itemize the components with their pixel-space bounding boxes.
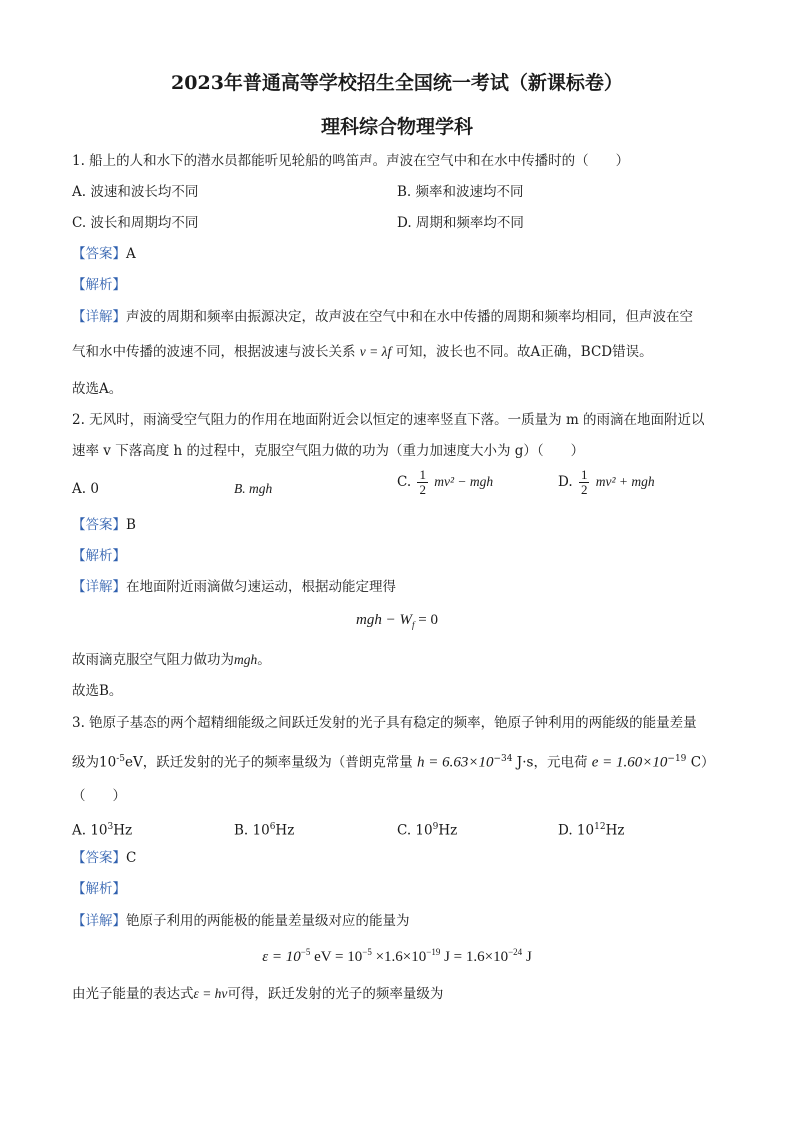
- answer-value: B: [126, 517, 136, 533]
- half-fraction: $\frac{1}{2}$: [580, 467, 588, 497]
- q2-option-d: [558, 468, 655, 497]
- answer-value: A: [126, 246, 136, 262]
- equation-rhs: = 0: [414, 612, 438, 628]
- q1-option-c: C. 波长和周期均不同: [72, 215, 199, 231]
- detail-text: 气和水中传播的波速不同，根据波速与波长关系: [72, 344, 356, 360]
- q1-conclusion: 故选A。: [72, 381, 123, 397]
- planck-constant: h = 6.63×10: [417, 754, 494, 771]
- answer-tag: 【答案】: [72, 517, 126, 533]
- q2-conclusion: 故选B。: [72, 683, 123, 699]
- q2-option-c: [397, 468, 493, 497]
- q3-analysis-tag: 【解析】: [72, 881, 126, 897]
- exponent: −5: [362, 947, 372, 957]
- q2-detail-2: [72, 651, 271, 669]
- q2-answer: [72, 516, 136, 534]
- exponent: -5: [116, 754, 125, 764]
- unit: C: [686, 754, 702, 771]
- option-label: D.: [558, 474, 573, 490]
- equation-part: J: [522, 949, 532, 965]
- q2-stem-2: 速率 v 下落高度 h 的过程中，克服空气阻力做的功为（重力加速度大小为 g）（ ）: [72, 443, 585, 459]
- page-title: 2023年普通高等学校招生全国统一考试（新课标卷）: [171, 72, 623, 94]
- unit: Hz: [438, 822, 458, 839]
- detail-tag: 【详解】: [72, 913, 126, 929]
- equation-part: ×1.6×10: [371, 949, 427, 965]
- detail-tag: 【详解】: [72, 309, 126, 325]
- q2-option-b: B. mgh: [234, 481, 273, 496]
- option-label: D. 10: [558, 822, 595, 839]
- detail-text: 故雨滴克服空气阻力做功为: [72, 652, 234, 668]
- detail-text: 铯原子利用的两能极的能量差量级对应的能量为: [126, 913, 410, 929]
- q3-detail-1: [72, 912, 410, 930]
- unit: J·s: [512, 754, 534, 771]
- answer-value: C: [126, 850, 137, 866]
- option-expression: mv² + mgh: [595, 474, 655, 489]
- exponent: −24: [508, 947, 523, 957]
- exponent: 12: [594, 822, 606, 832]
- option-expression: mv² − mgh: [434, 474, 494, 489]
- exponent: −19: [667, 754, 687, 764]
- q3-stem-2: [72, 750, 715, 772]
- exponent: 3: [107, 822, 114, 832]
- detail-text: 可知，波长也不同。故A正确，BCD错误。: [395, 344, 653, 360]
- q3-option-b: [234, 818, 294, 840]
- half-fraction: $\frac{1}{2}$: [419, 467, 426, 497]
- option-label: C.: [397, 474, 412, 490]
- equation-part: eV = 10: [310, 949, 363, 965]
- q3-stem-3: （ ）: [72, 788, 126, 804]
- detail-tag: 【详解】: [72, 579, 126, 595]
- answer-tag: 【答案】: [72, 246, 126, 262]
- answer-tag: 【答案】: [72, 850, 126, 866]
- unit: Hz: [275, 822, 295, 839]
- q2-analysis-tag: 【解析】: [72, 548, 126, 564]
- work-expression: mgh: [234, 652, 258, 667]
- stem-text: eV，跃迁发射的光子的频率量级为（普朗克常量: [124, 754, 413, 771]
- detail-text: 声波的周期和频率由振源决定，故声波在空气中和在水中传播的周期和频率均相同，但声波在空: [126, 309, 693, 325]
- q1-option-d: D. 周期和频率均不同: [397, 215, 524, 231]
- detail-text: 。: [257, 652, 271, 668]
- stem-text: 级为10: [72, 754, 117, 771]
- q3-option-d: [558, 818, 624, 840]
- option-label: B. 10: [234, 822, 270, 839]
- exponent: 9: [432, 822, 439, 832]
- q1-detail-2: [72, 343, 653, 361]
- detail-text: 可得，跃迁发射的光子的频率量级为: [227, 986, 444, 1002]
- q3-equation: [0, 947, 794, 966]
- q2-detail-1: [72, 578, 396, 596]
- unit: Hz: [605, 822, 625, 839]
- stem-text: ，元电荷: [533, 754, 588, 771]
- detail-text: 在地面附近雨滴做匀速运动，根据动能定理得: [126, 579, 396, 595]
- q1-answer: [72, 245, 136, 263]
- q3-option-c: [397, 818, 457, 840]
- q3-detail-2: [72, 985, 443, 1003]
- equation-part: ε = 10: [262, 949, 301, 965]
- q1-analysis-tag: 【解析】: [72, 277, 126, 293]
- q3-option-a: [72, 818, 132, 840]
- q1-detail-1: [72, 308, 693, 326]
- equation-subscript: f: [411, 620, 415, 630]
- energy-equation: mgh − W: [356, 612, 412, 628]
- equation-part: J = 1.6×10: [440, 949, 509, 965]
- q2-stem-1: 2. 无风时，雨滴受空气阻力的作用在地面附近会以恒定的速率竖直下落。一质量为 m 的雨滴在地面附近以: [72, 412, 705, 428]
- stem-text: ）: [701, 754, 715, 771]
- q1-option-a: A. 波速和波长均不同: [72, 184, 199, 200]
- exponent: −34: [493, 754, 513, 764]
- page-subtitle: 理科综合物理学科: [320, 116, 473, 138]
- option-label: A. 10: [72, 822, 108, 839]
- q1-option-b: B. 频率和波速均不同: [397, 184, 524, 200]
- exponent: −19: [426, 947, 441, 957]
- option-label: C. 10: [397, 822, 433, 839]
- wave-equation: v = λf: [359, 344, 392, 359]
- q2-option-a: A. 0: [72, 481, 99, 497]
- elementary-charge: e = 1.60×10: [591, 754, 668, 771]
- unit: Hz: [113, 822, 133, 839]
- detail-text: 由光子能量的表达式: [72, 986, 194, 1002]
- q1-stem: 1. 船上的人和水下的潜水员都能听见轮船的鸣笛声。声波在空气中和在水中传播时的（ ）: [72, 153, 630, 169]
- photon-energy-equation: ε = hν: [193, 986, 228, 1001]
- exponent: −5: [300, 947, 311, 957]
- q2-equation: [0, 612, 794, 630]
- q3-stem-1: 3. 铯原子基态的两个超精细能级之间跃迁发射的光子具有稳定的频率，铯原子钟利用的两能级的能量差量: [72, 715, 697, 731]
- exponent: 6: [269, 822, 276, 832]
- q3-answer: [72, 849, 136, 867]
